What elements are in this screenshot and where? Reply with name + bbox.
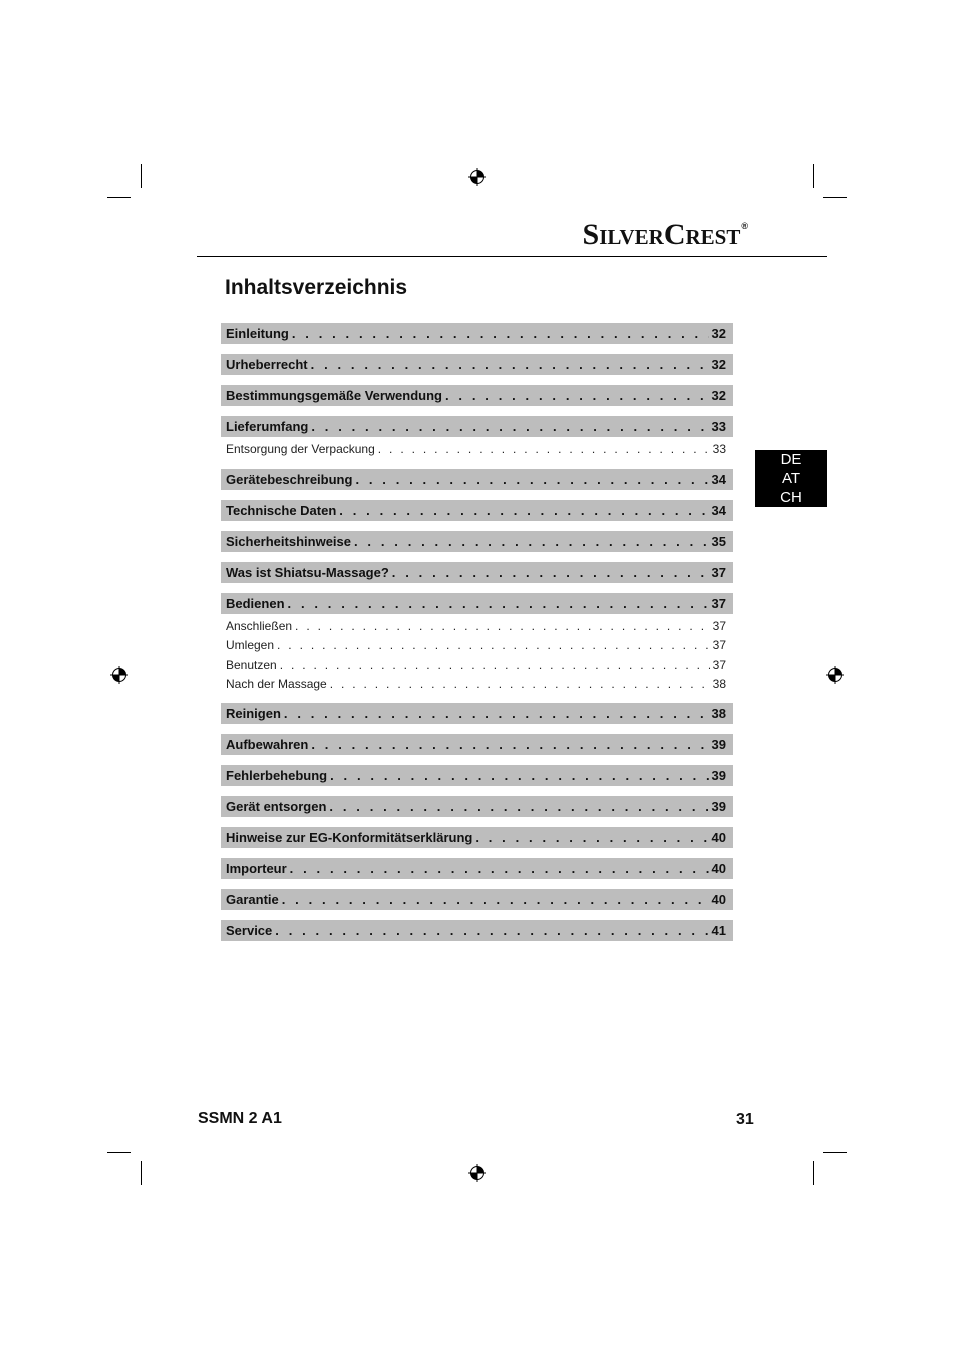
toc-entry-label: Service bbox=[226, 923, 273, 939]
toc-entry-page: 37 bbox=[711, 595, 726, 611]
footer-model: SSMN 2 A1 bbox=[198, 1110, 282, 1127]
toc-entry-page: 40 bbox=[711, 830, 726, 846]
toc-main-row[interactable] bbox=[221, 703, 733, 724]
toc-sub-row[interactable] bbox=[221, 636, 733, 655]
toc-subentries bbox=[221, 437, 733, 459]
toc-entry bbox=[221, 562, 733, 583]
toc-subentry-page: 37 bbox=[712, 618, 726, 633]
table-of-contents bbox=[221, 323, 733, 941]
toc-leader-dots bbox=[288, 596, 709, 611]
toc-entry bbox=[221, 323, 733, 344]
language-tab bbox=[755, 450, 827, 507]
toc-entry-page: 40 bbox=[711, 892, 726, 908]
toc-entry bbox=[221, 593, 733, 694]
toc-leader-dots bbox=[475, 830, 708, 845]
toc-entry-label: Einleitung bbox=[226, 326, 289, 341]
toc-leader-dots bbox=[339, 503, 708, 518]
toc-main-row[interactable] bbox=[221, 500, 733, 521]
toc-leader-dots bbox=[311, 357, 709, 372]
toc-main-row[interactable] bbox=[221, 531, 733, 552]
toc-sub-row[interactable] bbox=[221, 655, 733, 674]
toc-leader-dots bbox=[290, 861, 709, 876]
crop-mark-top-right-horizontal bbox=[823, 197, 847, 198]
toc-leader-dots bbox=[280, 658, 710, 672]
toc-entry-label: Gerätebeschreibung bbox=[226, 471, 353, 487]
toc-entry bbox=[221, 354, 733, 375]
toc-entry-label: Bedienen bbox=[226, 595, 285, 611]
toc-entry bbox=[221, 734, 733, 755]
toc-entry bbox=[221, 469, 733, 490]
toc-subentry-label: Entsorgung der Verpackung bbox=[226, 442, 375, 457]
brand-logo-ilver: ILVER bbox=[599, 225, 664, 249]
toc-subentry-label: Anschließen bbox=[226, 618, 293, 633]
toc-entry-page: 34 bbox=[711, 502, 726, 518]
toc-main-row[interactable] bbox=[221, 416, 733, 437]
toc-main-row[interactable] bbox=[221, 920, 733, 941]
toc-entry bbox=[221, 416, 733, 459]
brand-logo-rest: REST bbox=[685, 225, 741, 249]
toc-entry-label: Sicherheitshinweise bbox=[226, 533, 351, 549]
crop-mark-bottom-right-vertical bbox=[813, 1161, 814, 1185]
toc-leader-dots bbox=[311, 737, 708, 752]
toc-entry-page: 40 bbox=[711, 861, 726, 877]
toc-entry-label: Lieferumfang bbox=[226, 419, 309, 434]
registration-mark-icon bbox=[110, 666, 128, 684]
toc-leader-dots bbox=[311, 419, 708, 434]
header-rule bbox=[197, 256, 827, 257]
crop-mark-top-left-vertical bbox=[141, 164, 142, 188]
brand-logo bbox=[583, 220, 748, 250]
language-code-at: AT bbox=[781, 470, 801, 487]
toc-entry-page: 34 bbox=[711, 471, 726, 487]
toc-entry bbox=[221, 858, 733, 879]
toc-subentry-label: Benutzen bbox=[226, 657, 277, 672]
toc-entry bbox=[221, 500, 733, 521]
toc-entry-label: Bestimmungsgemäße Verwendung bbox=[226, 388, 442, 403]
toc-entry-page: 37 bbox=[711, 564, 726, 580]
toc-leader-dots bbox=[378, 442, 710, 456]
brand-logo-c: C bbox=[663, 218, 686, 251]
toc-entry-page: 32 bbox=[711, 326, 726, 341]
crop-mark-bottom-right-horizontal bbox=[823, 1152, 847, 1153]
toc-main-row[interactable] bbox=[221, 765, 733, 786]
toc-entry bbox=[221, 531, 733, 552]
toc-main-row[interactable] bbox=[221, 469, 733, 490]
toc-leader-dots bbox=[284, 706, 709, 721]
toc-leader-dots bbox=[329, 799, 708, 814]
toc-leader-dots bbox=[277, 638, 710, 652]
toc-entry-label: Was ist Shiatsu-Massage? bbox=[226, 564, 389, 580]
toc-main-row[interactable] bbox=[221, 889, 733, 910]
registration-mark-icon bbox=[468, 168, 486, 186]
registration-mark-icon bbox=[468, 1164, 486, 1182]
brand-logo-s: S bbox=[582, 218, 600, 251]
toc-main-row[interactable] bbox=[221, 323, 733, 344]
toc-main-row[interactable] bbox=[221, 562, 733, 583]
toc-entry-label: Importeur bbox=[226, 861, 287, 877]
toc-entry bbox=[221, 827, 733, 848]
toc-sub-row[interactable] bbox=[221, 674, 733, 693]
toc-subentry-label: Nach der Massage bbox=[226, 676, 327, 691]
registration-mark-icon bbox=[826, 666, 844, 684]
toc-main-row[interactable] bbox=[221, 858, 733, 879]
toc-entry bbox=[221, 889, 733, 910]
toc-leader-dots bbox=[355, 472, 708, 487]
toc-entry-label: Gerät entsorgen bbox=[226, 799, 327, 815]
toc-sub-row[interactable] bbox=[221, 440, 733, 459]
toc-entry bbox=[221, 920, 733, 941]
toc-leader-dots bbox=[354, 534, 709, 549]
toc-entry-label: Aufbewahren bbox=[226, 737, 309, 753]
toc-entry bbox=[221, 796, 733, 817]
language-code-de: DE bbox=[780, 451, 802, 468]
toc-leader-dots bbox=[330, 677, 710, 691]
toc-entry-page: 32 bbox=[711, 388, 726, 403]
crop-mark-bottom-left-vertical bbox=[141, 1161, 142, 1185]
toc-entry bbox=[221, 765, 733, 786]
toc-entry-label: Garantie bbox=[226, 892, 279, 908]
toc-entry-page: 39 bbox=[711, 799, 726, 815]
toc-subentry-label: Umlegen bbox=[226, 638, 275, 653]
toc-main-row[interactable] bbox=[221, 734, 733, 755]
toc-leader-dots bbox=[275, 923, 708, 938]
toc-entry-label: Hinweise zur EG-Konformitätserklärung bbox=[226, 830, 473, 846]
toc-subentry-page: 37 bbox=[712, 638, 726, 653]
toc-leader-dots bbox=[282, 892, 709, 907]
toc-main-row[interactable] bbox=[221, 827, 733, 848]
toc-entry-page: 41 bbox=[711, 923, 726, 939]
toc-leader-dots bbox=[392, 565, 709, 580]
toc-entry-page: 38 bbox=[711, 706, 726, 722]
toc-entry-label: Reinigen bbox=[226, 706, 281, 722]
toc-subentry-page: 33 bbox=[712, 442, 726, 457]
toc-entry-label: Urheberrecht bbox=[226, 357, 308, 372]
toc-entry-label: Technische Daten bbox=[226, 502, 337, 518]
toc-entry-page: 39 bbox=[711, 737, 726, 753]
page-title: Inhaltsverzeichnis bbox=[225, 276, 408, 299]
toc-main-row[interactable] bbox=[221, 354, 733, 375]
toc-sub-row[interactable] bbox=[221, 616, 733, 635]
toc-entry-label: Fehlerbehebung bbox=[226, 768, 328, 784]
toc-main-row[interactable] bbox=[221, 593, 733, 614]
crop-mark-top-right-vertical bbox=[813, 164, 814, 188]
toc-main-row[interactable] bbox=[221, 796, 733, 817]
footer-page-number: 31 bbox=[736, 1111, 754, 1128]
toc-leader-dots bbox=[445, 388, 709, 403]
toc-entry bbox=[221, 385, 733, 406]
toc-subentries bbox=[221, 614, 733, 694]
toc-main-row[interactable] bbox=[221, 385, 733, 406]
toc-entry-page: 39 bbox=[711, 768, 726, 784]
toc-leader-dots bbox=[295, 619, 710, 633]
toc-entry-page: 32 bbox=[711, 357, 726, 372]
toc-entry-page: 35 bbox=[711, 533, 726, 549]
toc-entry bbox=[221, 703, 733, 724]
toc-leader-dots bbox=[330, 768, 708, 783]
registered-mark: ® bbox=[741, 221, 748, 231]
toc-entry-page: 33 bbox=[711, 419, 726, 434]
language-code-ch: CH bbox=[780, 489, 802, 506]
toc-subentry-page: 37 bbox=[712, 657, 726, 672]
toc-leader-dots bbox=[292, 326, 709, 341]
crop-mark-bottom-left-horizontal bbox=[107, 1152, 131, 1153]
crop-mark-top-left-horizontal bbox=[107, 197, 131, 198]
toc-subentry-page: 38 bbox=[712, 676, 726, 691]
